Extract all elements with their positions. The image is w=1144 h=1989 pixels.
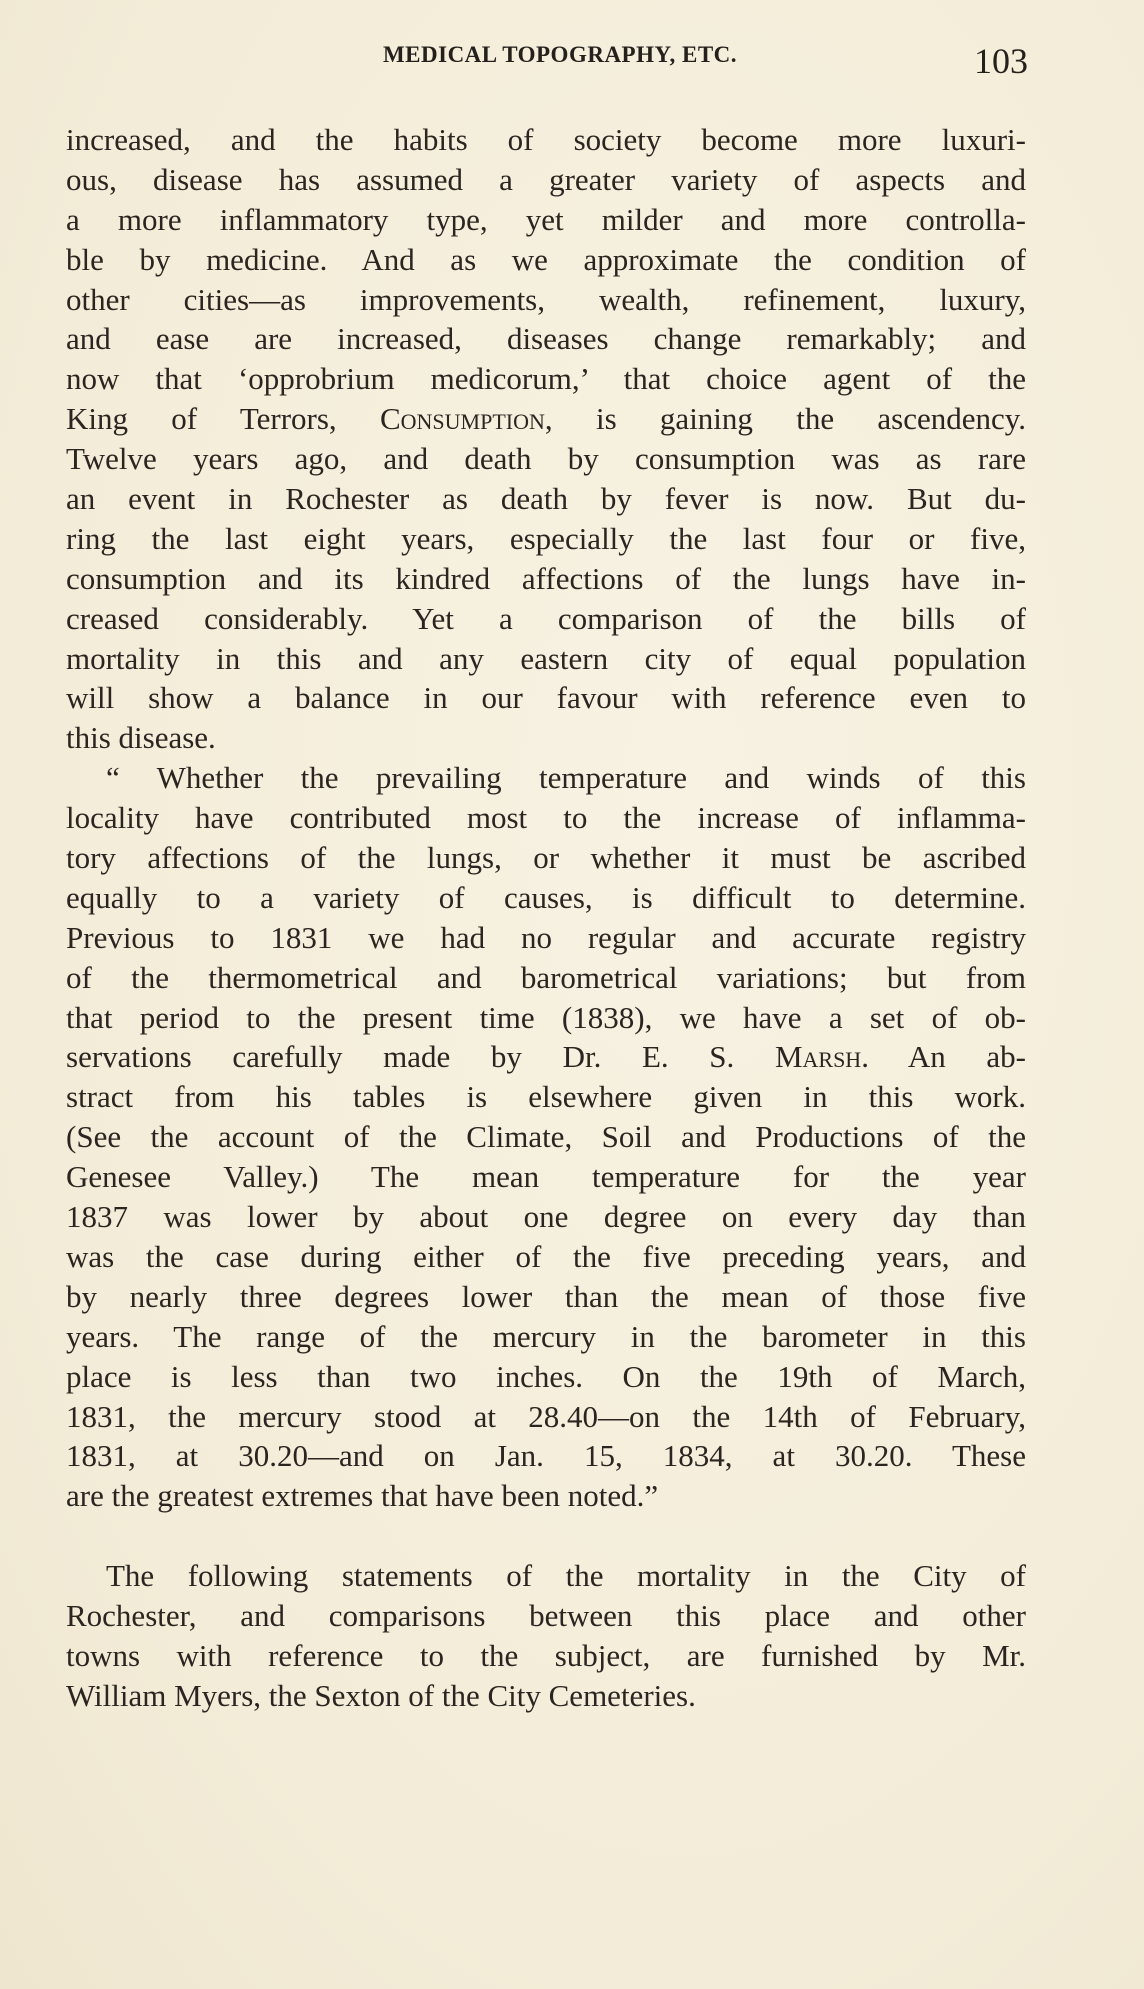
page-number: 103 <box>974 41 1028 81</box>
paragraph-gap <box>66 1516 1026 1556</box>
text-line: now that ‘opprobrium medicorum,’ that choice agent of the <box>66 361 1026 397</box>
text-line: equally to a variety of causes, is difficult to determine. <box>66 879 1026 915</box>
paragraph <box>66 120 1026 758</box>
text-line: this disease. <box>66 720 216 756</box>
text-line: ring the last eight years, especially the last four or five, <box>66 520 1026 556</box>
text-line: was the case during either of the five preceding years, and <box>66 1238 1026 1274</box>
text-line: ous, disease has assumed a greater variety of aspects and <box>66 161 1026 197</box>
text-line: Previous to 1831 we had no regular and accurate registry <box>66 919 1026 955</box>
running-title: MEDICAL TOPOGRAPHY, ETC. <box>382 42 738 67</box>
text-line: King of Terrors, Consumption, is gaining the ascendency. <box>66 401 1026 437</box>
text-line: “ Whether the prevailing temperature and winds of this <box>106 760 1026 796</box>
text-line: and ease are increased, diseases change remarkably; and <box>66 321 1026 357</box>
text-line: Twelve years ago, and death by consumption was as rare <box>66 441 1026 477</box>
text-line: (See the account of the Climate, Soil and Productions of the <box>66 1119 1026 1155</box>
paragraph <box>66 758 1026 1516</box>
text-line: 1837 was lower by about one degree on every day than <box>66 1199 1026 1235</box>
body-text <box>66 120 1026 1716</box>
text-line: place is less than two inches. On the 19th of March, <box>66 1358 1026 1394</box>
text-line: William Myers, the Sexton of the City Cemeteries. <box>66 1677 696 1713</box>
text-line: The following statements of the mortality in the City of <box>106 1558 1026 1594</box>
text-line: other cities—as improvements, wealth, refinement, luxury, <box>66 281 1026 317</box>
text-line: will show a balance in our favour with reference even to <box>66 680 1026 716</box>
text-line: consumption and its kindred affections of the lungs have in- <box>66 560 1026 596</box>
text-line: stract from his tables is elsewhere given in this work. <box>66 1079 1026 1115</box>
text-line: are the greatest extremes that have been noted.” <box>66 1478 659 1514</box>
text-line: years. The range of the mercury in the barometer in this <box>66 1318 1026 1354</box>
text-line: 1831, the mercury stood at 28.40—on the 14th of February, <box>66 1398 1026 1434</box>
text-line: mortality in this and any eastern city of equal population <box>66 640 1026 676</box>
text-line: servations carefully made by Dr. E. S. Marsh. An ab- <box>66 1039 1026 1075</box>
text-line: towns with reference to the subject, are furnished by Mr. <box>66 1637 1026 1673</box>
text-line: of the thermometrical and barometrical variations; but from <box>66 959 1026 995</box>
text-line: Genesee Valley.) The mean temperature for the year <box>66 1159 1026 1195</box>
text-line: increased, and the habits of society become more luxuri- <box>66 122 1026 157</box>
text-line: a more inflammatory type, yet milder and more controlla- <box>66 201 1026 237</box>
text-line: an event in Rochester as death by fever is now. But du- <box>66 481 1026 517</box>
text-line: tory affections of the lungs, or whether it must be ascribed <box>66 840 1026 876</box>
small-caps-word: Consumption <box>379 401 545 437</box>
text-line: creased considerably. Yet a comparison of the bills of <box>66 600 1026 636</box>
text-line: by nearly three degrees lower than the mean of those five <box>66 1278 1026 1314</box>
text-line: 1831, at 30.20—and on Jan. 15, 1834, at 30.20. These <box>66 1438 1026 1474</box>
paragraph <box>66 1556 1026 1716</box>
text-line: ble by medicine. And as we approximate the condition of <box>66 241 1026 277</box>
small-caps-word: Marsh <box>774 1039 862 1075</box>
text-line: that period to the present time (1838), we have a set of ob- <box>66 999 1026 1035</box>
text-line: Rochester, and comparisons between this place and other <box>66 1597 1026 1633</box>
text-line: locality have contributed most to the increase of inflamma- <box>66 800 1026 836</box>
